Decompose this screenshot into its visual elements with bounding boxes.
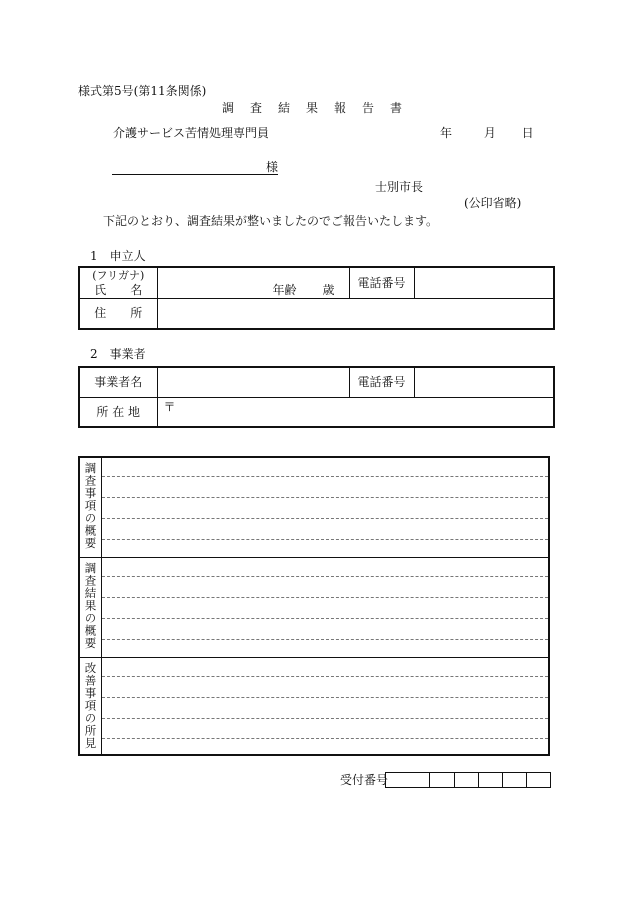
operator-table (78, 366, 555, 428)
writing-line (102, 618, 548, 619)
year-label: 年 (440, 126, 453, 140)
investigation-items-section[interactable] (80, 458, 548, 558)
writing-line (102, 676, 548, 677)
business-name-field[interactable] (157, 367, 349, 397)
operator-phone-label: 電話番号 (357, 375, 406, 390)
sender-name: 士別市長 (375, 180, 424, 194)
writing-line (102, 539, 548, 540)
postal-mark: 〒 (163, 399, 176, 414)
writing-line (102, 476, 548, 477)
seal-omitted-note: (公印省略) (464, 196, 522, 210)
receipt-digit-box[interactable] (526, 773, 550, 787)
intro-text: 下記のとおり、調査結果が整いましたのでご報告いたします。 (103, 214, 439, 228)
section-applicant-heading: 1 申立人 (90, 249, 146, 263)
age-label: 年齢 (272, 282, 297, 297)
addressee-title: 介護サービス苦情処理専門員 (113, 126, 270, 140)
address-label-cell (79, 298, 157, 329)
addressee-suffix: 様 (265, 160, 278, 174)
applicant-table (78, 266, 555, 330)
date-line (440, 126, 534, 140)
investigation-results-section[interactable] (80, 558, 548, 658)
address-label: 住 所 (94, 306, 143, 321)
writing-line (102, 738, 548, 739)
location-label: 所 在 地 (96, 404, 141, 419)
furigana-label: (フリガナ) (92, 268, 145, 282)
writing-line (102, 697, 548, 698)
writing-line (102, 518, 548, 519)
form-number: 様式第5号(第11条関係) (78, 84, 207, 98)
receipt-digit-box[interactable] (478, 773, 502, 787)
name-label: 氏 名 (94, 282, 143, 297)
applicant-phone-field[interactable] (414, 267, 554, 298)
month-label: 月 (483, 126, 496, 140)
receipt-digit-box[interactable] (454, 773, 478, 787)
improvement-findings-label: 改善事項の所見 (83, 662, 98, 750)
applicant-address-field[interactable] (157, 298, 554, 329)
location-label-cell (79, 397, 157, 427)
operator-phone-field[interactable] (414, 367, 554, 397)
receipt-number-label: 受付番号 (340, 773, 389, 787)
name-label-cell (79, 267, 157, 298)
business-name-label-cell (79, 367, 157, 397)
section-operator-heading: 2 事業者 (90, 347, 146, 361)
addressee-name-field[interactable] (112, 160, 278, 175)
writing-line (102, 718, 548, 719)
receipt-digit-box[interactable] (502, 773, 526, 787)
receipt-digit-box[interactable] (429, 773, 454, 787)
applicant-phone-label: 電話番号 (357, 275, 406, 290)
improvement-findings-label-cell (80, 658, 102, 754)
improvement-findings-section[interactable] (80, 658, 548, 754)
writing-line (102, 576, 548, 577)
writing-line (102, 639, 548, 640)
business-name-label: 事業者名 (94, 375, 143, 390)
location-field[interactable] (157, 397, 554, 427)
phone-label-cell (349, 267, 414, 298)
investigation-items-label-cell (80, 458, 102, 557)
day-label: 日 (521, 126, 534, 140)
receipt-number-boxes (385, 772, 551, 788)
investigation-results-label-cell (80, 558, 102, 657)
investigation-results-label: 調査結果の概要 (83, 562, 98, 650)
summary-box (78, 456, 550, 756)
investigation-items-label: 調査事項の概要 (83, 462, 98, 550)
document-title: 調査結果報告書 (222, 101, 419, 115)
applicant-name-field[interactable] (157, 267, 349, 298)
age-unit: 歳 (322, 282, 335, 297)
writing-line (102, 497, 548, 498)
writing-line (102, 597, 548, 598)
receipt-digit-box[interactable] (386, 773, 429, 787)
operator-phone-label-cell (349, 367, 414, 397)
